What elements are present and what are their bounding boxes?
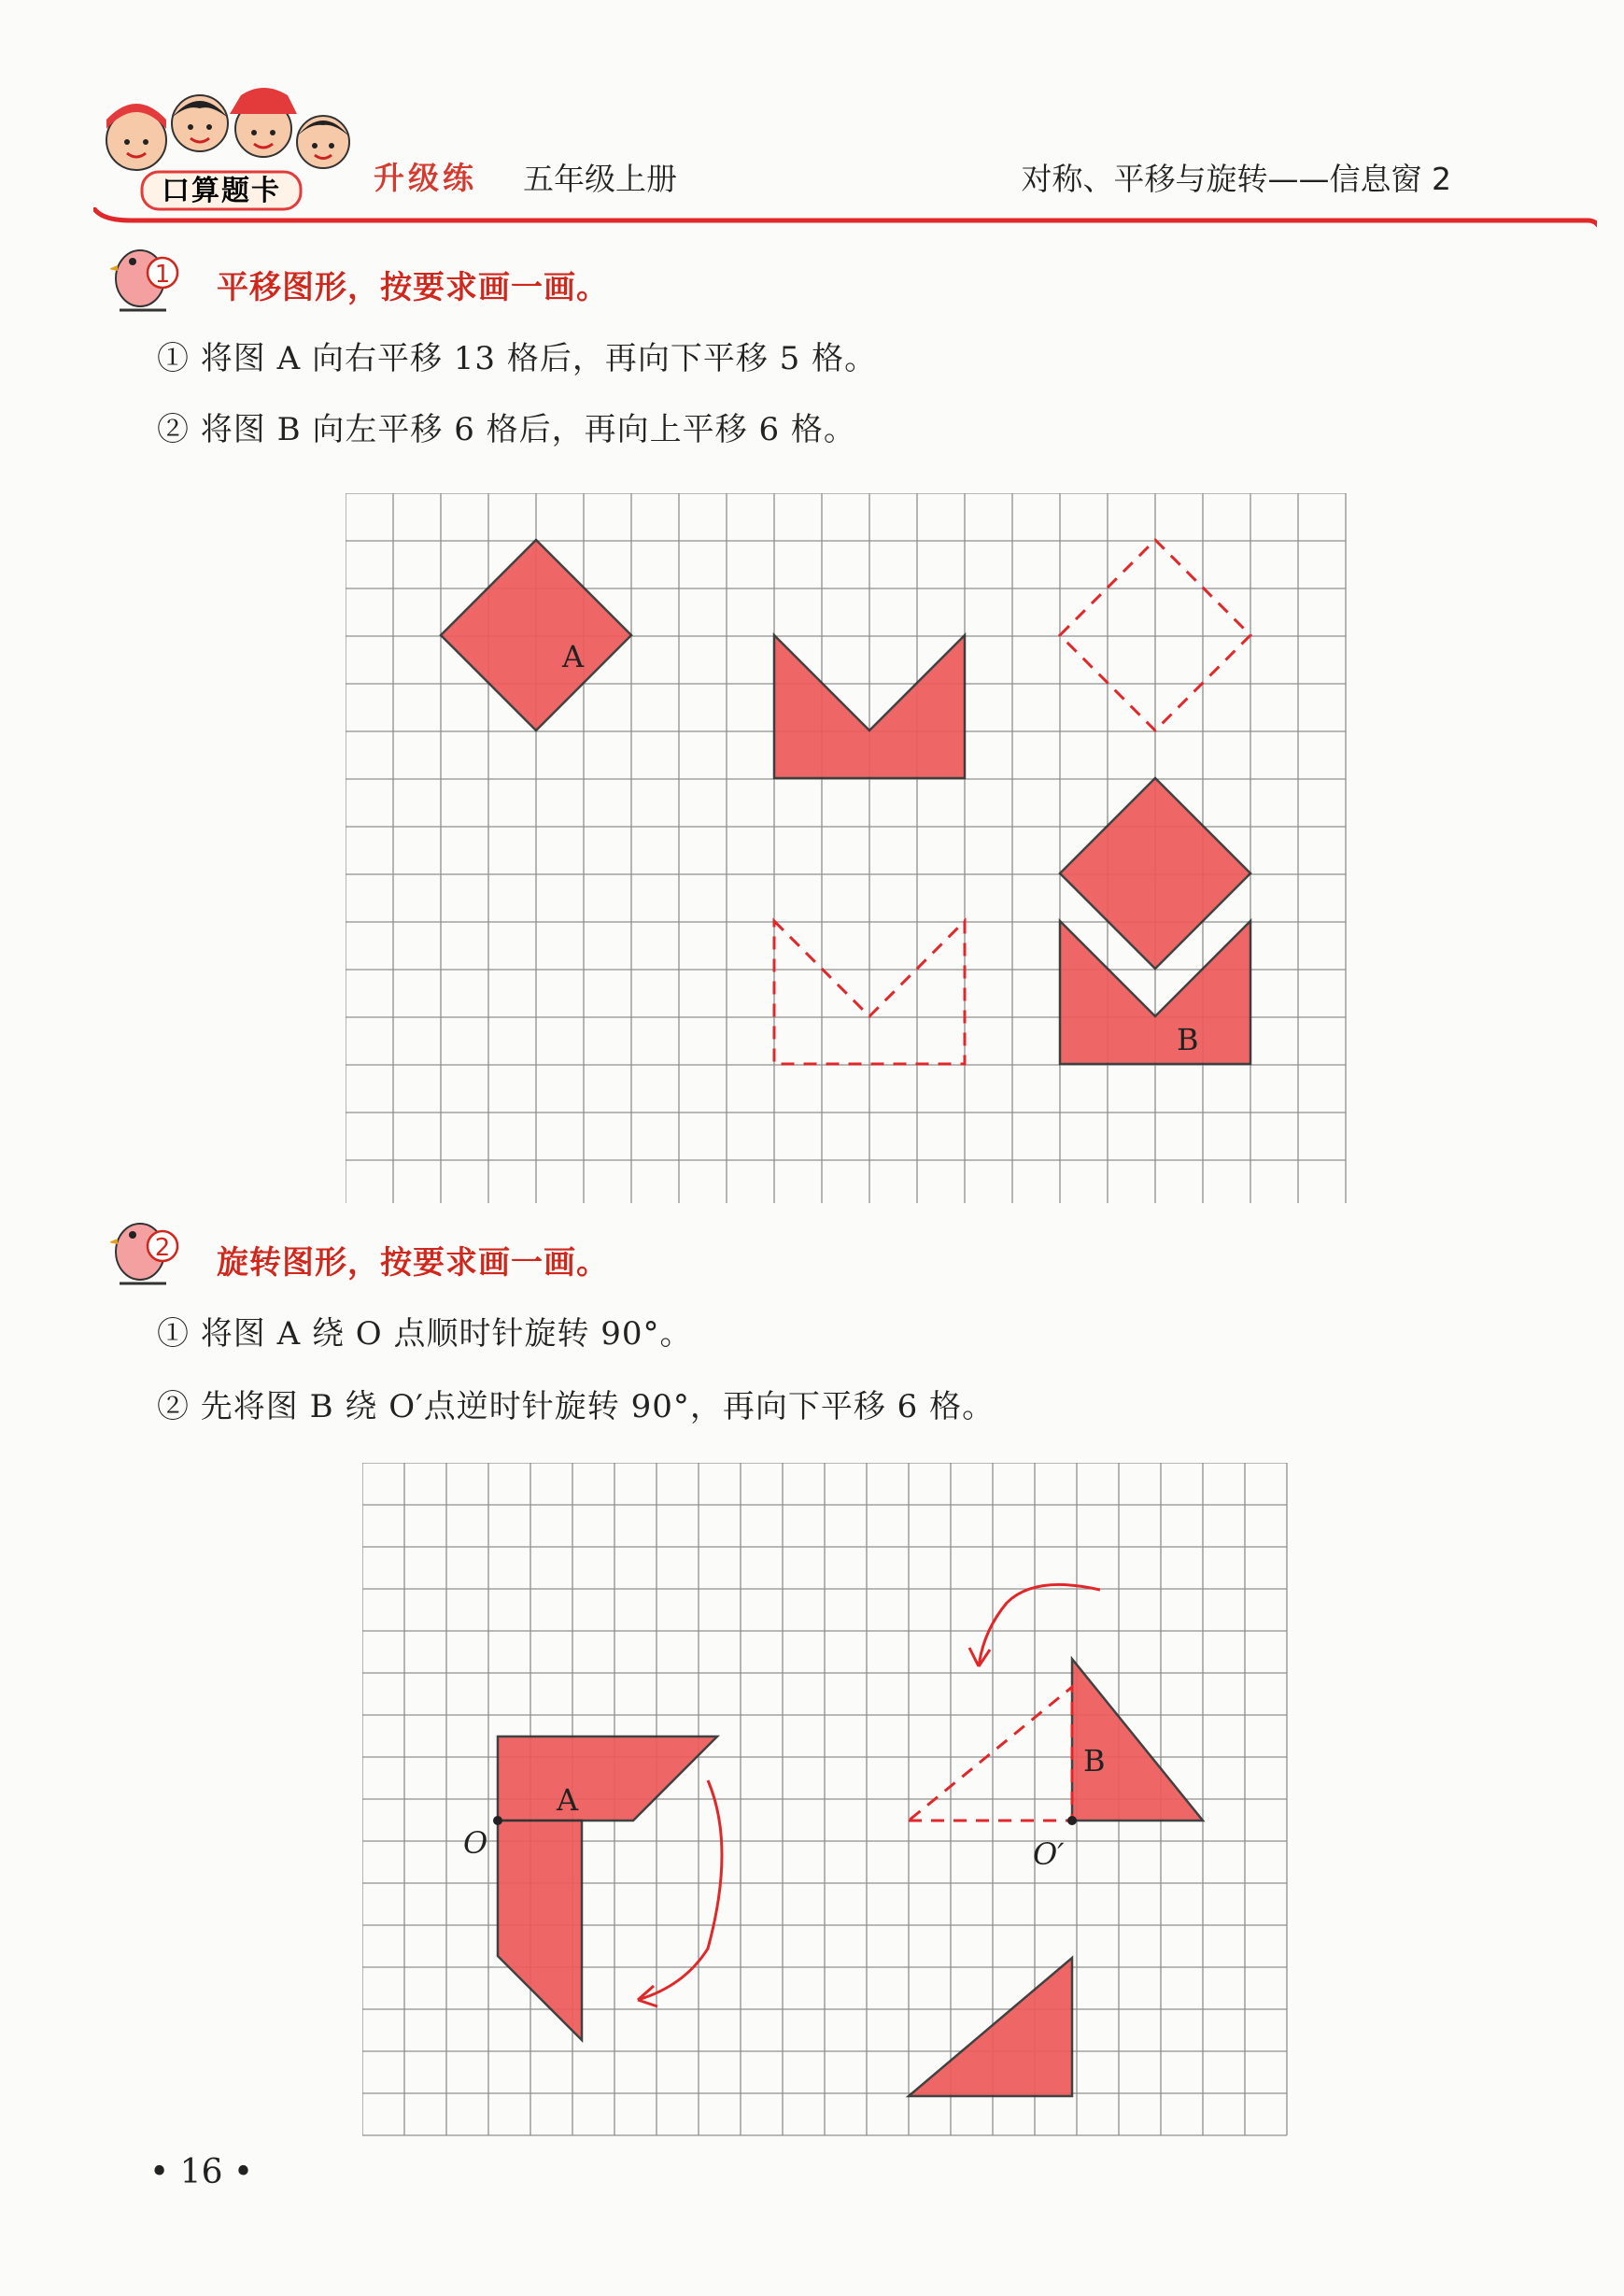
point-o: [493, 1816, 502, 1825]
page-number: • 16 •: [149, 2153, 254, 2191]
section-1-task-1: ① 将图 A 向右平移 13 格后，再向下平移 5 格。: [157, 340, 878, 377]
section-2-task-1: ① 将图 A 绕 O 点顺时针旋转 90°。: [157, 1315, 693, 1353]
shape-b-rotated-dashed: [909, 1687, 1072, 1821]
shape-b-label: B: [1177, 1022, 1199, 1057]
section-1-title: 平移图形，按要求画一画。: [217, 269, 609, 306]
kid-3-icon: [230, 88, 297, 157]
grade-label: 五年级上册: [523, 161, 677, 197]
shape-b-original: [1072, 1659, 1203, 1821]
section-1-number: 1: [154, 261, 171, 289]
shape-b-label: B: [1083, 1743, 1106, 1779]
book-logo: [90, 67, 370, 217]
series-name: 升级练: [374, 160, 477, 196]
section-2-task-2: ② 先将图 B 绕 O′点逆时针旋转 90°，再向下平移 6 格。: [157, 1388, 996, 1425]
shape-a-rotated: [498, 1821, 582, 2040]
section-2-title: 旋转图形，按要求画一画。: [217, 1244, 609, 1282]
shape-a-label: A: [557, 1782, 579, 1818]
shape-b-final: [909, 1958, 1072, 2096]
rotation-grid: [362, 1463, 1296, 2145]
section-2-number: 2: [154, 1234, 171, 1262]
chapter-title: 对称、平移与旋转——信息窗 2: [1021, 161, 1451, 197]
translation-grid: [346, 493, 1363, 1203]
kid-1-icon: [106, 104, 166, 170]
point-o-label: O: [463, 1825, 488, 1861]
shape-a-label: A: [562, 639, 585, 674]
point-o-prime: [1067, 1816, 1077, 1825]
logo-text: 口算题卡: [162, 175, 281, 207]
kid-4-icon: [297, 116, 349, 168]
point-o-prime-label: O′: [1033, 1836, 1065, 1872]
counterclockwise-arrow-icon: [979, 1584, 1100, 1666]
section-1-task-2: ② 将图 B 向左平移 6 格后，再向上平移 6 格。: [157, 411, 856, 448]
header-rule: [93, 207, 1597, 245]
shape-a-translated: [1060, 778, 1250, 969]
shape-a-original: [441, 540, 631, 730]
shape-a-original: [498, 1736, 717, 1821]
section-2-badge: [110, 1214, 181, 1289]
section-1-badge: [110, 241, 181, 316]
kid-2-icon: [172, 95, 228, 151]
